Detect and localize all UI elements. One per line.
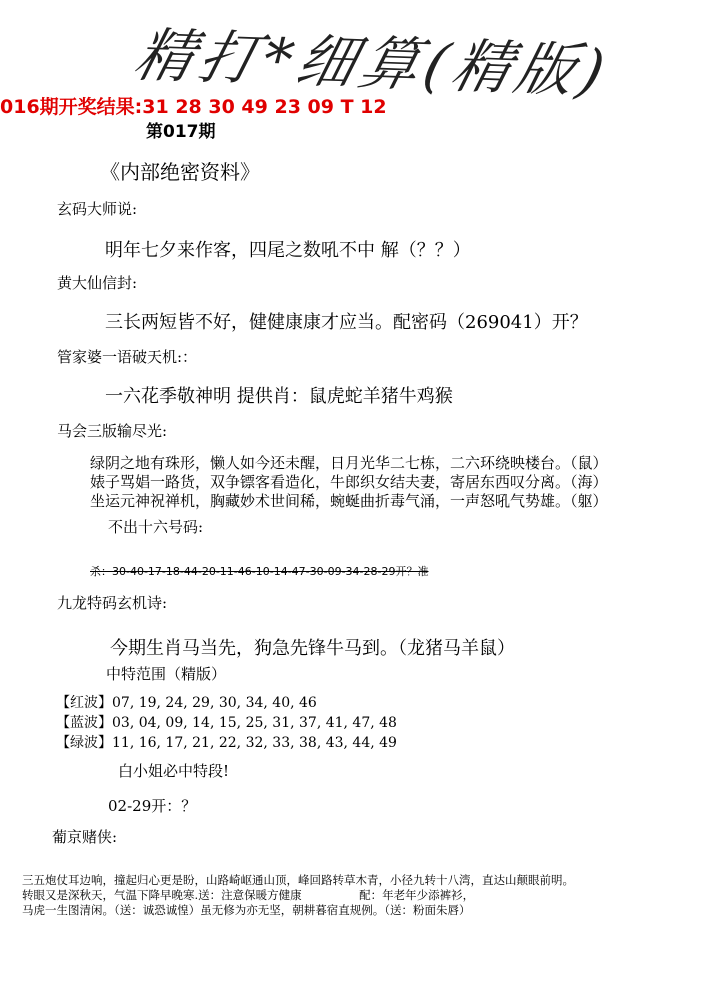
bai-special: 白小姐必中特段! bbox=[118, 762, 230, 780]
footer-line: 马虎一生图清闲。（送：诚恐诚惶）虽无修为亦无坚，朝耕暮宿直规例。（送：粉面朱唇） bbox=[22, 903, 471, 917]
section-title: 《内部绝密资料》 bbox=[100, 160, 260, 184]
wave-green bbox=[56, 732, 397, 752]
horse-label: 马会三版输尽光: bbox=[57, 422, 168, 440]
huang-label: 黄大仙信封: bbox=[57, 274, 138, 292]
housekeeper-text: 一六花季敬神明 提供肖：鼠虎蛇羊猪牛鸡猴 bbox=[105, 386, 453, 407]
poem-line: 绿阴之地有珠形，懒人如今还未醒，日月光华二七栋，二六环绕映楼台。（鼠） bbox=[90, 454, 608, 472]
wave-tag: 【绿波】 bbox=[56, 735, 112, 751]
footer-line: 转眼又是深秋天，气温下降早晚寒.送：注意保暖方健康 配：年老年少添裤衫， bbox=[22, 888, 475, 902]
draw-result: 016期开奖结果:31 28 30 49 23 09 T 12 bbox=[0, 96, 387, 118]
issue-number: 第017期 bbox=[146, 122, 216, 142]
wave-numbers: 07, 19, 24, 29, 30, 34, 40, 46 bbox=[112, 695, 317, 711]
macau-label: 葡京赌侠: bbox=[52, 828, 118, 846]
range-label: 中特范围（精版） bbox=[106, 665, 227, 683]
wave-numbers: 11, 16, 17, 21, 22, 32, 33, 38, 43, 44, 49 bbox=[112, 735, 397, 751]
no16-label: 不出十六号码: bbox=[108, 518, 204, 536]
handwritten-title: 精打*细算(精版) bbox=[127, 20, 618, 106]
housekeeper-label: 管家婆一语破天机:： bbox=[57, 348, 198, 366]
wave-red bbox=[56, 692, 317, 712]
poem-line: 婊子骂娼一路货，双争镖客看造化，牛郎织女结夫妻，寄居东西叹分离。（海） bbox=[90, 473, 608, 491]
result-hint: 02-29开：？ bbox=[108, 797, 197, 815]
wave-numbers: 03, 04, 09, 14, 15, 25, 31, 37, 41, 47, 48 bbox=[112, 715, 397, 731]
wave-tag: 【红波】 bbox=[56, 695, 112, 711]
wave-blue bbox=[56, 712, 397, 732]
master-text: 明年七夕来作客，四尾之数吼不中 解（？？） bbox=[105, 240, 471, 261]
dragon-label: 九龙特码玄机诗: bbox=[57, 594, 168, 612]
kill-line: 杀：30-40-17-18-44-20-11-46-10-14-47-30-09-34-28-29开？准 bbox=[90, 565, 429, 578]
master-label: 玄码大师说: bbox=[57, 200, 138, 218]
footer-line: 三五炮仗耳边响，撞起归心更是盼，山路崎岖通山顶，峰回路转草木青，小径九转十八湾，直达山颠眼前明。 bbox=[22, 873, 574, 887]
huang-text: 三长两短皆不好，健健康康才应当。配密码（269041）开？ bbox=[105, 312, 588, 333]
dragon-text: 今期生肖马当先，狗急先锋牛马到。（龙猪马羊鼠） bbox=[110, 638, 515, 659]
wave-tag: 【蓝波】 bbox=[56, 715, 112, 731]
poem-line: 坐运元神祝禅机，胸藏妙术世间稀，蜿蜒曲折毒气涌，一声怒吼气势雄。（躯） bbox=[90, 492, 608, 510]
